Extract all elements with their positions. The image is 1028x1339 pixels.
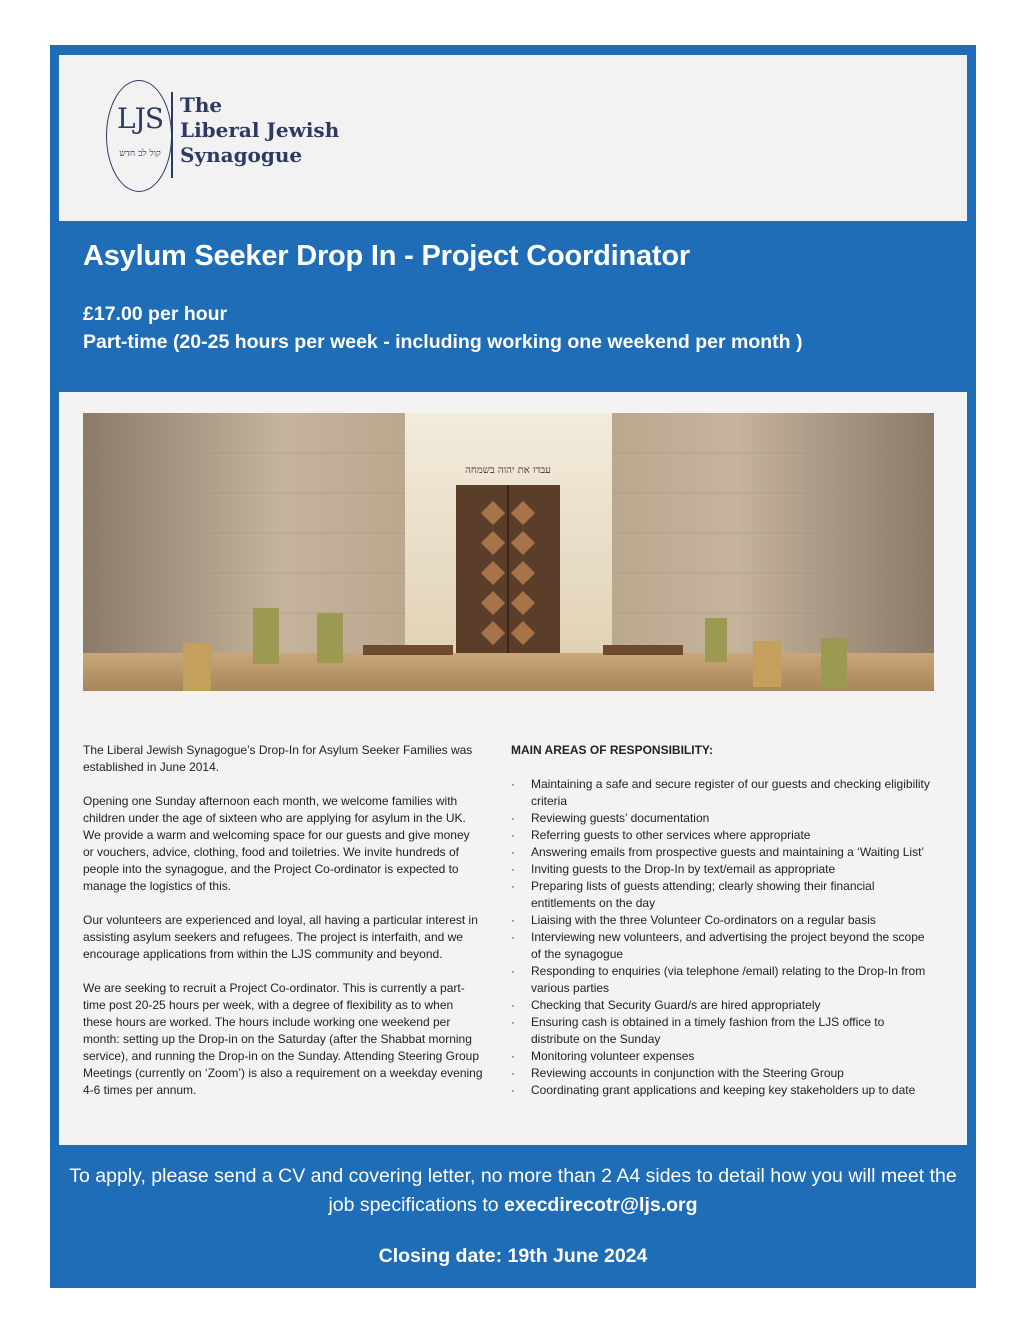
apply-text: To apply, please send a CV and covering letter, no more than 2 A4 sides to detail how you will meet the job specifications to bbox=[69, 1165, 957, 1216]
logo-name bbox=[180, 93, 339, 168]
logo-mark: LJS bbox=[117, 102, 163, 135]
photo-hebrew-inscription: עבדו את יהוה בשמחה bbox=[465, 465, 551, 476]
synagogue-interior-photo bbox=[83, 413, 934, 691]
logo-name-line: The bbox=[180, 93, 223, 117]
closing-date: Closing date: 19th June 2024 bbox=[378, 1245, 648, 1267]
intro-paragraph: Opening one Sunday afternoon each month, we welcome families with children under the age of sixteen who are applying for asylum in the UK. We provide a warm and welcoming space for our guests and give money or vouchers, advice, clothing, food and toiletries. We invite hundreds of people into the synagogue, and the Project Co-ordinator is expected to manage the logistics of this. bbox=[83, 794, 470, 893]
intro-paragraph: The Liberal Jewish Synagogue’s Drop-In for Asylum Seeker Families was established in June 2014. bbox=[83, 743, 473, 774]
responsibility-item: · Referring guests to other services where appropriate bbox=[511, 827, 931, 844]
intro-text bbox=[83, 742, 483, 1116]
responsibilities-list bbox=[511, 776, 931, 1099]
responsibility-item: · Interviewing new volunteers, and advertising the project beyond the scope of the synagogue bbox=[511, 929, 931, 963]
responsibility-item: · Answering emails from prospective guests and maintaining a ‘Waiting List’ bbox=[511, 844, 931, 861]
responsibility-item: · Liaising with the three Volunteer Co-ordinators on a regular basis bbox=[511, 912, 931, 929]
responsibility-item: · Responding to enquiries (via telephone /email) relating to the Drop-In from various parties bbox=[511, 963, 931, 997]
responsibility-item: · Preparing lists of guests attending; clearly showing their financial entitlements on the day bbox=[511, 878, 931, 912]
responsibility-item: · Coordinating grant applications and keeping key stakeholders up to date bbox=[511, 1082, 931, 1099]
logo-hebrew-motto: קול לב חדש bbox=[119, 149, 161, 159]
responsibility-item: · Monitoring volunteer expenses bbox=[511, 1048, 931, 1065]
responsibility-item: · Maintaining a safe and secure register of our guests and checking eligibility criteria bbox=[511, 776, 931, 810]
intro-paragraph: Our volunteers are experienced and loyal, all having a particular interest in assisting asylum seekers and refugees. The project is interfaith, and we encourage applications from within the LJS community and beyond. bbox=[83, 913, 478, 961]
apply-email-link[interactable]: execdirecotr@ljs.org bbox=[504, 1194, 698, 1216]
responsibility-item: · Inviting guests to the Drop-In by text/email as appropriate bbox=[511, 861, 931, 878]
apply-instructions bbox=[60, 1162, 966, 1220]
pay-and-hours bbox=[83, 300, 802, 356]
responsibility-item: · Ensuring cash is obtained in a timely fashion from the LJS office to distribute on the Sunday bbox=[511, 1014, 931, 1048]
logo-divider bbox=[171, 92, 173, 178]
logo-oval bbox=[106, 80, 172, 192]
working-hours: Part-time (20-25 hours per week - including working one weekend per month ) bbox=[83, 331, 803, 353]
responsibility-item: · Checking that Security Guard/s are hired appropriately bbox=[511, 997, 931, 1014]
logo-name-line: Liberal Jewish bbox=[180, 118, 340, 142]
logo-name-line: Synagogue bbox=[180, 143, 303, 167]
intro-paragraph: We are seeking to recruit a Project Co-ordinator. This is currently a part-time post 20-25 hours per week, with a degree of flexibility as to when these hours are worked. The hours include working one weekend per month: setting up the Drop-in on the Saturday (after the Shabbat morning service), and running the Drop-in on the Sunday. Attending Steering Group Meetings (currently on ‘Zoom’) is also a requirement on a weekday evening 4-6 times per annum. bbox=[83, 981, 483, 1097]
photo-lectern-left bbox=[363, 645, 453, 655]
pay-rate: £17.00 per hour bbox=[83, 303, 228, 325]
photo-lectern-right bbox=[603, 645, 683, 655]
responsibilities-heading: MAIN AREAS OF RESPONSIBILITY: bbox=[511, 743, 714, 757]
responsibility-item: · Reviewing accounts in conjunction with the Steering Group bbox=[511, 1065, 931, 1082]
job-title: Asylum Seeker Drop In - Project Coordinator bbox=[83, 240, 690, 272]
responsibilities bbox=[511, 742, 931, 1099]
responsibility-item: · Reviewing guests’ documentation bbox=[511, 810, 931, 827]
